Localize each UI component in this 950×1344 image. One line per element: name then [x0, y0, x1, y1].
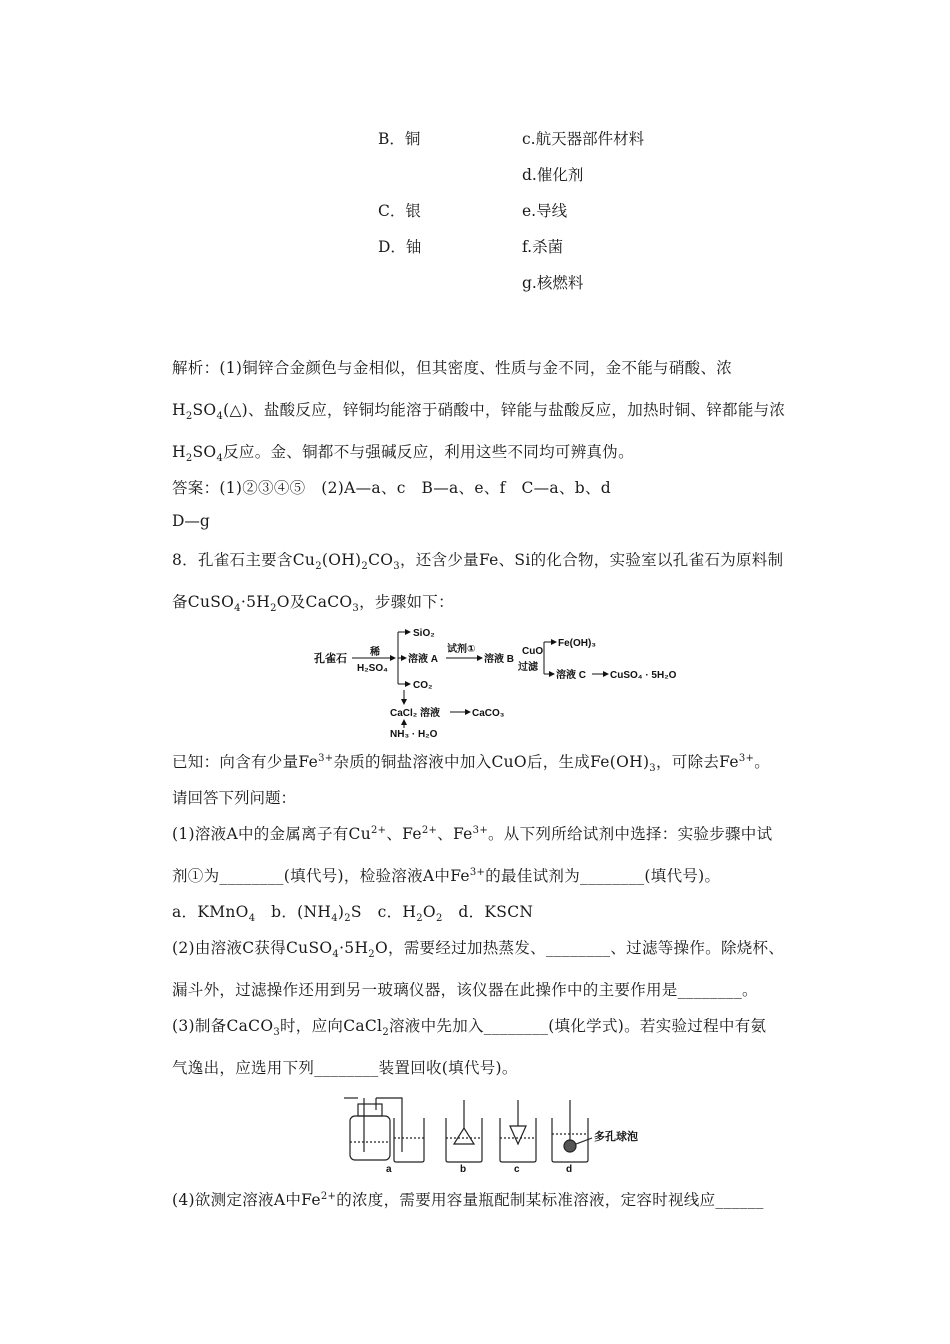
p2-line-1: (2)由溶液C获得$CuSO_4\cdot 5H_2O$，需要经过加热蒸发、________、过滤等操作。除烧杯、 — [172, 939, 785, 961]
match-right-g: g.核燃料 — [522, 274, 584, 292]
match-left-d: D．铀 — [378, 238, 422, 256]
match-right-c: c.航天器部件材料 — [522, 130, 645, 148]
flow-start: 孔雀石 — [314, 653, 347, 665]
flow-dilute: 稀 — [370, 647, 380, 658]
match-right-d: d.催化剂 — [522, 166, 584, 184]
apparatus-d — [552, 1100, 592, 1162]
apparatus-diagram — [330, 1090, 660, 1174]
analysis-line-3: $H_2SO_4$反应。金、铜都不与强碱反应，利用这些不同均可辨真伪。 — [172, 443, 634, 465]
q8-line-2: 备$CuSO_4\cdot 5H_2O$及CaCO$_3$，步骤如下： — [172, 593, 454, 615]
analysis-line-1: 解析：(1)铜锌合金颜色与金相似，但其密度、性质与金不同，金不能与硝酸、浓 — [172, 359, 733, 377]
flow-nh3: NH₃ · H₂O — [390, 729, 438, 740]
p2-line-2: 漏斗外，过滤操作还用到另一玻璃仪器，该仪器在此操作中的主要作用是________。 — [172, 981, 758, 999]
apparatus-label-d: d — [566, 1164, 573, 1174]
apparatus-b — [446, 1100, 482, 1162]
match-left-c: C．银 — [378, 202, 421, 220]
flow-sol-c: 溶液 C — [556, 670, 586, 681]
analysis-line-2: $H_2SO_4(\triangle)$、盐酸反应，锌铜均能溶于硝酸中，锌能与盐酸反应，加热时铜、锌都能与浓 — [172, 401, 786, 423]
flow-cuo: CuO — [522, 646, 544, 657]
answer-line-2: D—g — [172, 512, 210, 530]
options-line: a．KMnO$_4$ b．$(NH_4)_2S$ c．$H_2O_2$ d．KSCN — [172, 903, 534, 925]
match-right-f: f.杀菌 — [522, 238, 564, 256]
flow-cacl2: CaCl₂ 溶液 — [390, 708, 441, 719]
flow-co2: CO₂ — [413, 680, 433, 691]
flow-product: CuSO₄ · 5H₂O — [610, 670, 677, 681]
p3-line-1: (3)制备CaCO$_3$时，应向CaCl$_2$溶液中先加入________(填化学式)。若实验过程中有氨 — [172, 1017, 767, 1039]
match-left-b: B．铜 — [378, 130, 421, 148]
flow-feoh3: Fe(OH)₃ — [558, 638, 596, 649]
p1-line-1: (1)溶液A中的金属离子有$Cu^{2+}$、$Fe^{2+}$、$Fe^{3+}$。从下列所给试剂中选择：实验步骤中试 — [172, 824, 773, 843]
flow-sol-a: 溶液 A — [408, 654, 438, 665]
p3-line-2: 气逸出，应选用下列________装置回收(填代号)。 — [172, 1059, 518, 1077]
process-flow-diagram — [300, 624, 690, 740]
match-right-e: e.导线 — [522, 202, 568, 220]
flow-filter: 过滤 — [518, 662, 538, 673]
p4-line-1: (4)欲测定溶液A中$Fe^{2+}$的浓度，需要用容量瓶配制某标准溶液，定容时视线应______ — [172, 1190, 764, 1209]
q8-line-1: 8．孔雀石主要含$Cu_2(OH)_2CO_3$，还含少量Fe、Si的化合物，实验室以孔雀石为原料制 — [172, 551, 784, 573]
prompt-line: 请回答下列问题： — [172, 789, 297, 807]
known-line: 已知：向含有少量$Fe^{3+}$杂质的铜盐溶液中加入CuO后，生成$Fe(OH)_3$，可除去$Fe^{3+}$。 — [172, 752, 771, 775]
flow-sol-b: 溶液 B — [484, 654, 514, 665]
flow-sio2: SiO₂ — [413, 628, 435, 639]
p1-line-2: 剂①为________(填代号)，检验溶液A中$Fe^{3+}$的最佳试剂为________(填代号)。 — [172, 866, 721, 885]
flow-caco3: CaCO₃ — [472, 708, 505, 719]
apparatus-note: 多孔球泡 — [594, 1131, 638, 1143]
apparatus-c — [500, 1100, 536, 1162]
flow-reagent: 试剂① — [447, 644, 476, 655]
apparatus-a — [344, 1098, 424, 1162]
apparatus-label-c: c — [514, 1164, 520, 1174]
flow-acid: H₂SO₄ — [357, 663, 388, 674]
answer-line-1: 答案：(1)②③④⑤ (2)A—a、c B—a、e、f C—a、b、d — [172, 479, 612, 497]
apparatus-label-b: b — [460, 1164, 467, 1174]
apparatus-label-a: a — [386, 1164, 392, 1174]
